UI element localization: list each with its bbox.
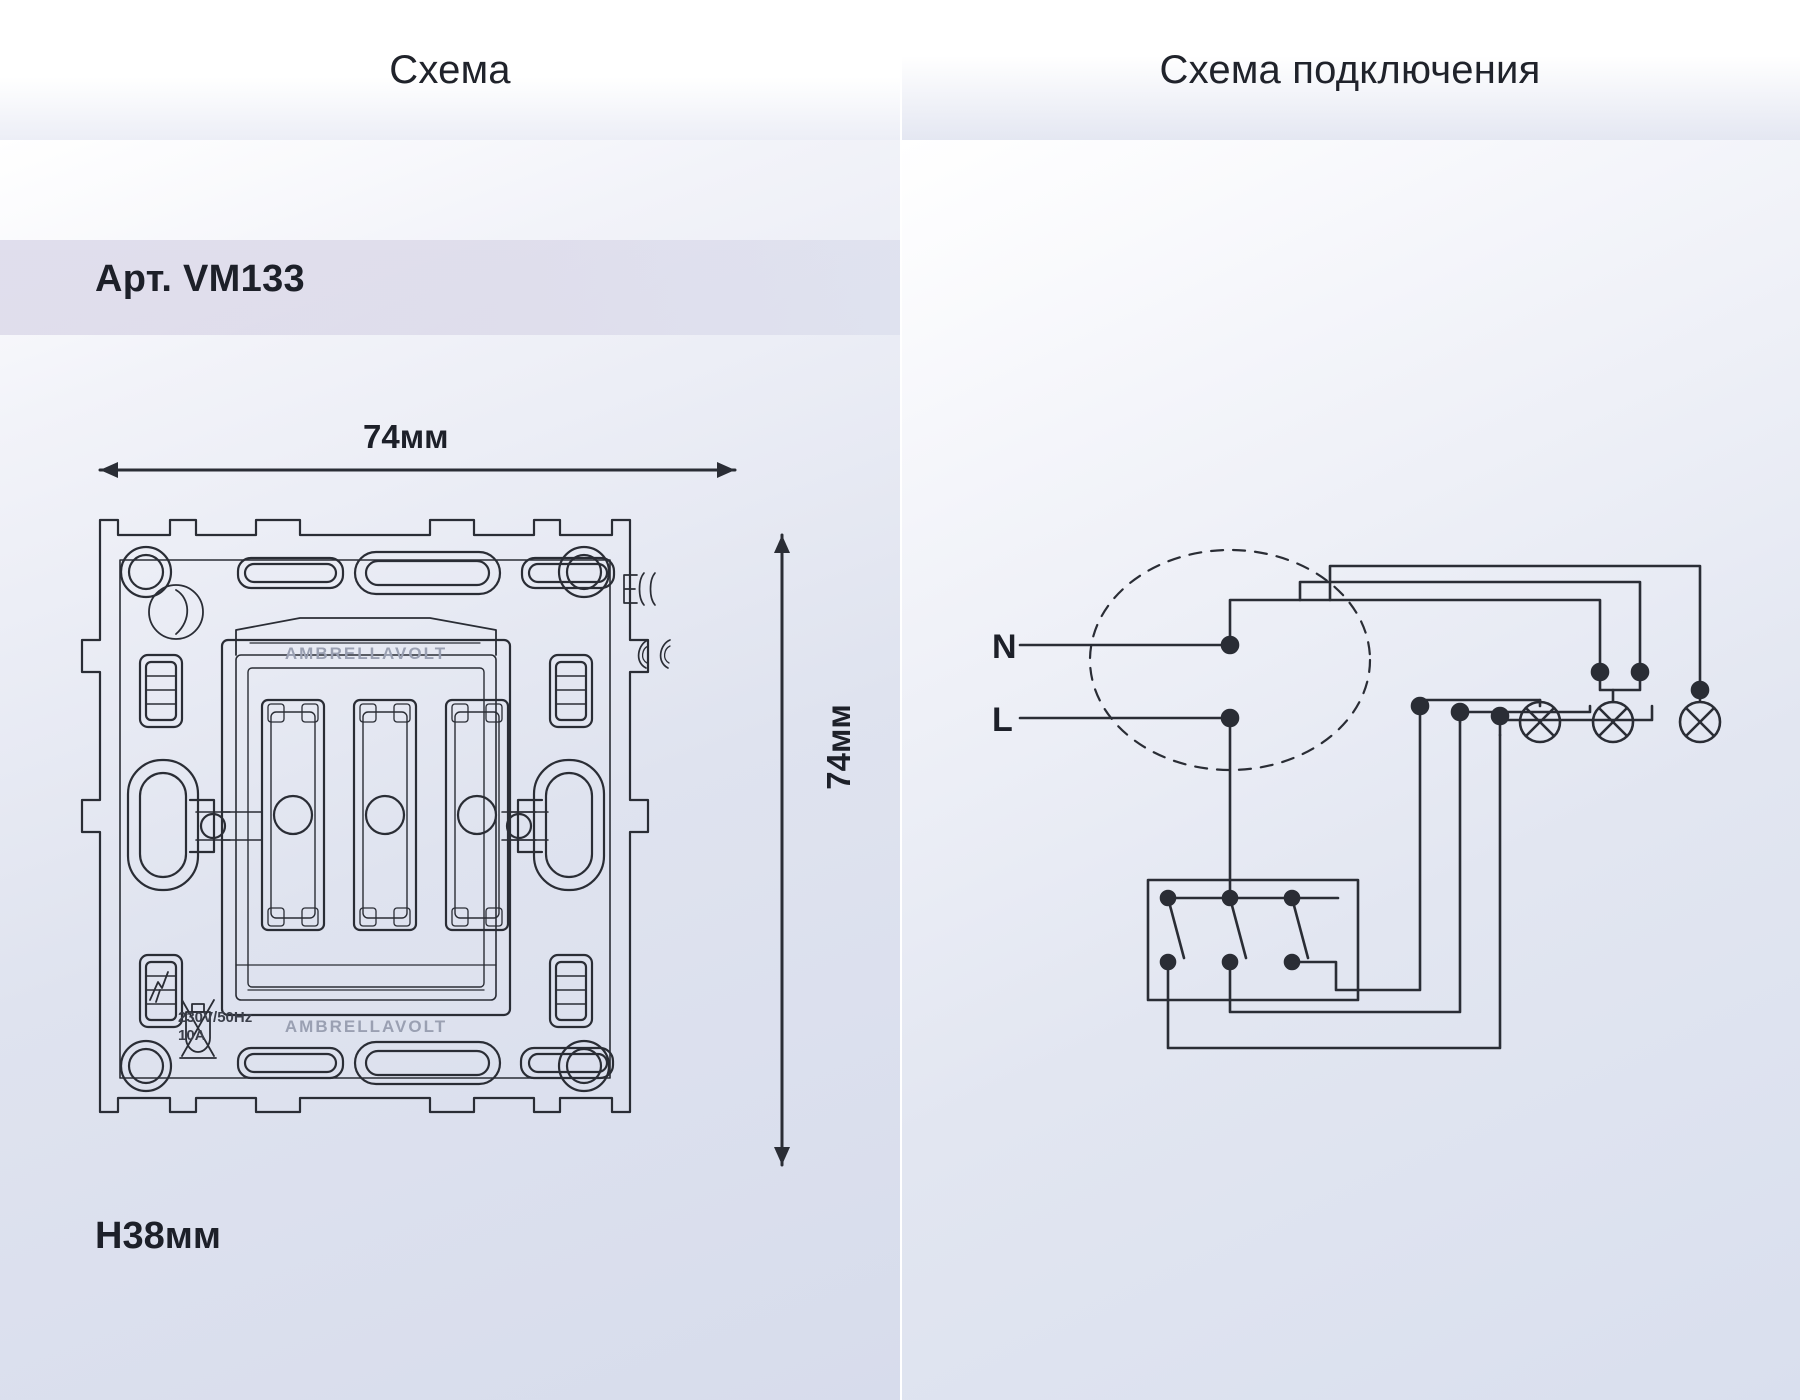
panel-divider — [900, 0, 902, 1400]
device-rating-current: 10A — [178, 1027, 206, 1044]
terminal-label-n: N — [992, 628, 1017, 666]
device-brand-top: AMBRELLAVOLT — [284, 644, 448, 663]
dimension-width-label: 74мм — [363, 418, 449, 455]
device-rating-voltage: 230V/50Hz — [178, 1009, 253, 1026]
header-title-wiring: Схема подключения — [1159, 47, 1541, 92]
wiring-diagram — [900, 0, 1800, 1400]
device-brand-bottom: AMBRELLAVOLT — [284, 1017, 448, 1036]
article-label: Арт. VM133 — [95, 258, 305, 300]
header-title-scheme: Схема — [389, 47, 511, 92]
terminal-label-l: L — [992, 701, 1013, 739]
height-label: H38мм — [95, 1215, 221, 1257]
dimension-height-label: 74мм — [819, 704, 857, 790]
